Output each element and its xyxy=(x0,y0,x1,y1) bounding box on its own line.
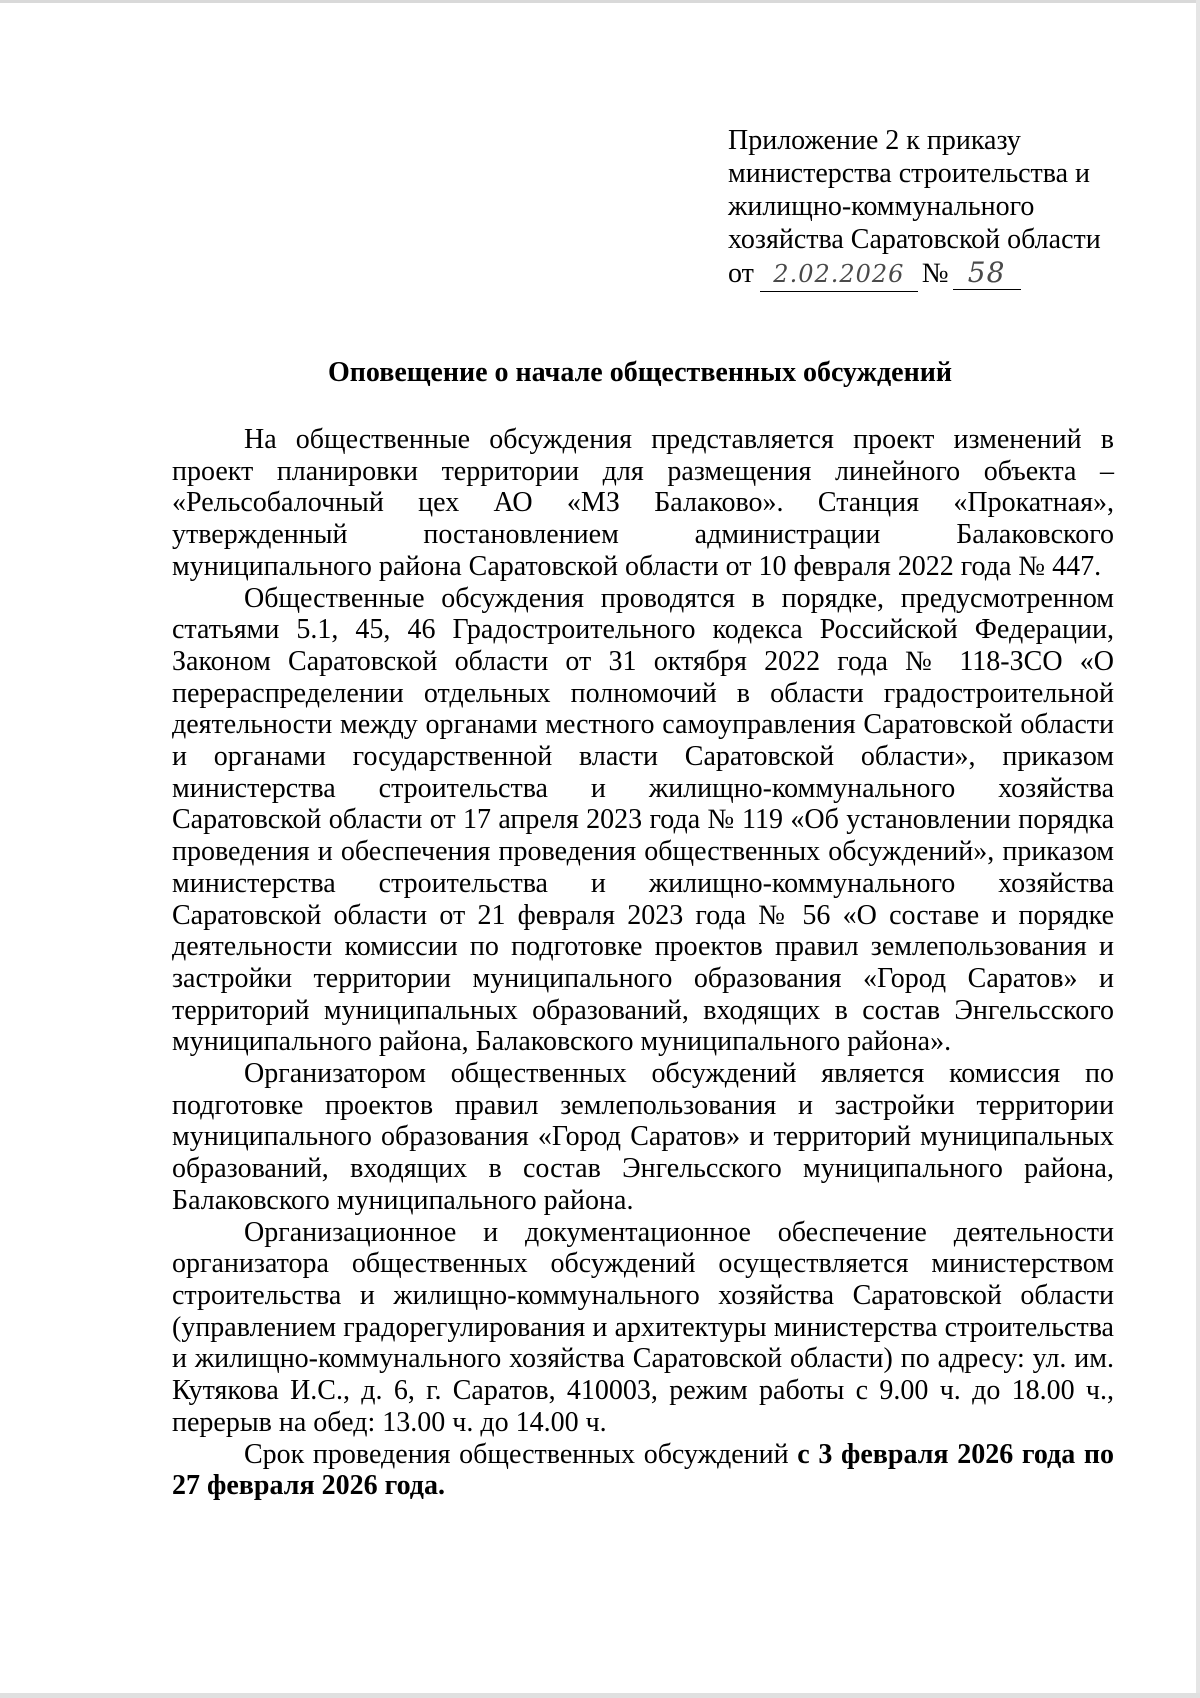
date-prefix: от xyxy=(728,258,754,289)
scan-edge-right xyxy=(1196,0,1200,1698)
scan-edge-bottom xyxy=(0,1693,1200,1698)
body-paragraph: Организатором общественных обсуждений является комиссия по подготовке проектов правил землепользования и застройки территории муниципального образования «Город Саратов» и территорий муниципальных образований, входящих в состав Энгельсского муниципального района, Балаковского муниципального района. xyxy=(172,1058,1114,1216)
appendix-line: хозяйства Саратовской области xyxy=(728,224,1101,255)
handwritten-date: 2.02.2026 xyxy=(760,258,918,292)
document-body xyxy=(172,424,1114,1502)
appendix-line: Приложение 2 к приказу xyxy=(728,125,1021,156)
term-paragraph xyxy=(172,1439,1114,1502)
appendix-header xyxy=(728,124,1148,292)
body-paragraph: Организационное и документационное обеспечение деятельности организатора общественных обсуждений осуществляется министерством строительства и жилищно-коммунального хозяйства Саратовской области (управлением градорегулирования и архитектуры министерства строительства и жилищно-коммунального хозяйства Саратовской области) по адресу: ул. им. Кутякова И.С., д. 6, г. Саратов, 410003, режим работы с 9.00 ч. до 18.00 ч., перерыв на обед: 13.00 ч. до 14.00 ч. xyxy=(172,1216,1114,1438)
appendix-date-line xyxy=(728,256,1148,292)
handwritten-number: 58 xyxy=(953,256,1021,290)
scan-edge-top xyxy=(0,0,1200,3)
appendix-line: министерства строительства и xyxy=(728,158,1091,189)
term-text: Срок проведения общественных обсуждений xyxy=(244,1438,798,1470)
number-sign: № xyxy=(921,258,949,289)
term-dates: с 3 февраля 2026 года по 27 февраля 2026 года. xyxy=(172,1438,1114,1502)
appendix-line: жилищно-коммунального xyxy=(728,191,1035,222)
body-paragraph: На общественные обсуждения представляется проект изменений в проект планировки территории для размещения линейного объекта – «Рельсобалочный цех АО «МЗ Балаково». Станция «Прокатная», утвержденный постановлением администрации Балаковского муниципального района Саратовской области от 10 февраля 2022 года № 447. xyxy=(172,424,1114,582)
body-paragraph: Общественные обсуждения проводятся в порядке, предусмотренном статьями 5.1, 45, 46 Градостроительного кодекса Российской Федерации, Законом Саратовской области от 31 октября 2022 года № 118-ЗСО «О перераспределении отдельных полномочий в области градостроительной деятельности между органами местного самоуправления Саратовской области и органами государственной власти Саратовской области», приказом министерства строительства и жилищно-коммунального хозяйства Саратовской области от 17 апреля 2023 года № 119 «Об установлении порядка проведения и обеспечения проведения общественных обсуждений», приказом министерства строительства и жилищно-коммунального хозяйства Саратовской области от 21 февраля 2023 года № 56 «О составе и порядке деятельности комиссии по подготовке проектов правил землепользования и застройки территории муниципального образования «Город Саратов» и территорий муниципальных образований, входящих в состав Энгельсского муниципального района, Балаковского муниципального района». xyxy=(172,582,1114,1058)
document-title: Оповещение о начале общественных обсуждений xyxy=(328,357,952,388)
